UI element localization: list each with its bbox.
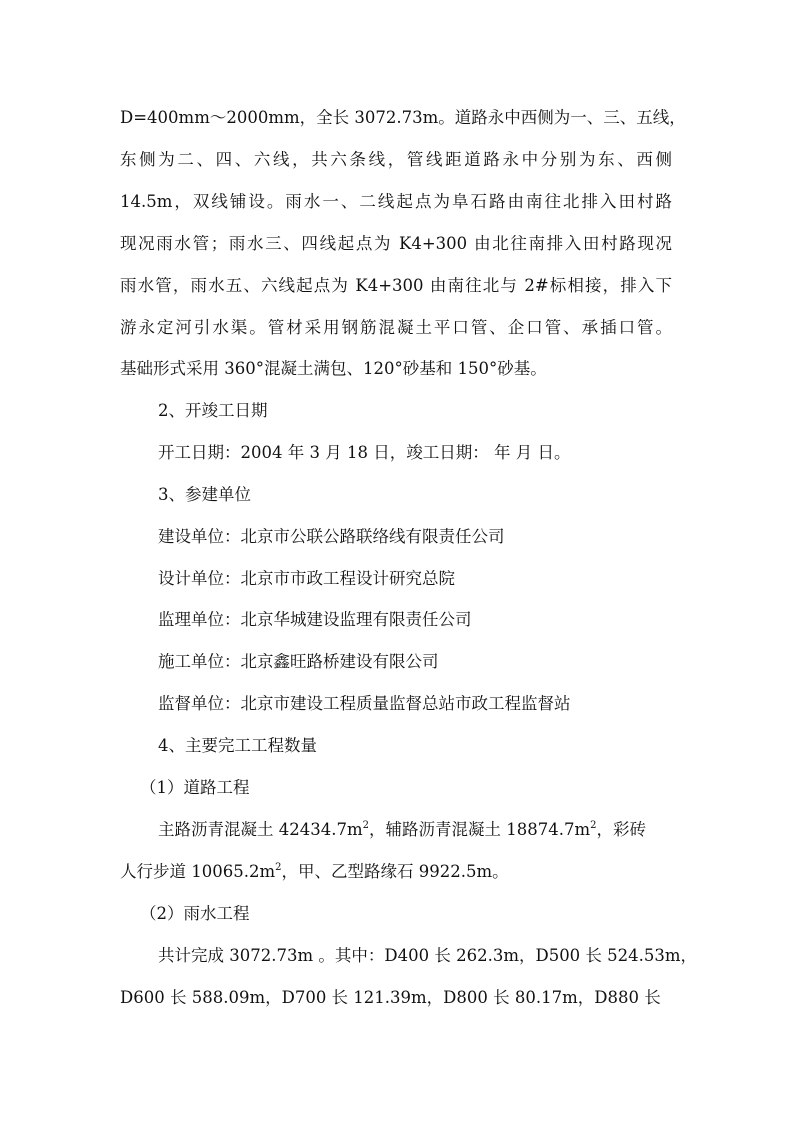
superscript: 2 — [590, 820, 597, 831]
paragraph-line: 14.5m，双线铺设。雨水一、二线起点为阜石路由南往北排入田村路 — [120, 192, 672, 211]
subsection-heading-road: （1）道路工程 — [140, 778, 250, 797]
paragraph-line: 东侧为二、四、六线，共六条线，管线距道路永中分别为东、西侧 — [120, 150, 672, 169]
subsection-heading-rain: （2）雨水工程 — [140, 904, 250, 923]
rain-line: D600 长 588.09m，D700 长 121.39m，D800 长 80.17m，D880 长 — [120, 988, 661, 1007]
road-text: 人行步道 10065.2m — [120, 862, 276, 881]
dates-line: 开工日期：2004 年 3 月 18 日，竣工日期： 年 月 日。 — [158, 443, 571, 462]
rain-line: 共计完成 3072.73m 。其中：D400 长 262.3m，D500 长 524.53m， — [158, 946, 698, 965]
unit-line: 监督单位：北京市建设工程质量监督总站市政工程监督站 — [158, 694, 571, 713]
road-text: ，甲、乙型路缘石 9922.5m。 — [281, 862, 509, 881]
section-heading-units: 3、参建单位 — [158, 485, 251, 504]
unit-line: 监理单位：北京华城建设监理有限责任公司 — [158, 610, 472, 629]
paragraph-line: D=400mm～2000mm，全长 3072.73m。道路永中西侧为一、三、五线， — [120, 108, 686, 127]
road-line-1 — [158, 822, 672, 839]
road-text: ，彩砖 — [596, 820, 646, 839]
unit-line: 建设单位：北京市公联公路联络线有限责任公司 — [158, 527, 505, 546]
road-text: ，辅路沥青混凝土 18874.7m — [369, 820, 591, 839]
paragraph-line: 游永定河引水渠。管材采用钢筋混凝土平口管、企口管、承插口管。 — [120, 318, 672, 337]
section-heading-dates: 2、开竣工日期 — [158, 401, 268, 420]
paragraph-line: 雨水管，雨水五、六线起点为 K4+300 由南往北与 2#标相接，排入下 — [120, 276, 672, 295]
superscript: 2 — [362, 820, 369, 831]
superscript: 2 — [275, 862, 282, 873]
paragraph-line: 基础形式采用 360°混凝土满包、120°砂基和 150°砂基。 — [120, 359, 547, 378]
unit-line: 设计单位：北京市市政工程设计研究总院 — [158, 569, 455, 588]
paragraph-line: 现况雨水管；雨水三、四线起点为 K4+300 由北往南排入田村路现况 — [120, 234, 672, 253]
section-heading-quantities: 4、主要完工工程数量 — [158, 736, 317, 755]
road-line-2 — [120, 864, 509, 881]
unit-line: 施工单位：北京鑫旺路桥建设有限公司 — [158, 652, 439, 671]
road-text: 主路沥青混凝土 42434.7m — [158, 820, 363, 839]
